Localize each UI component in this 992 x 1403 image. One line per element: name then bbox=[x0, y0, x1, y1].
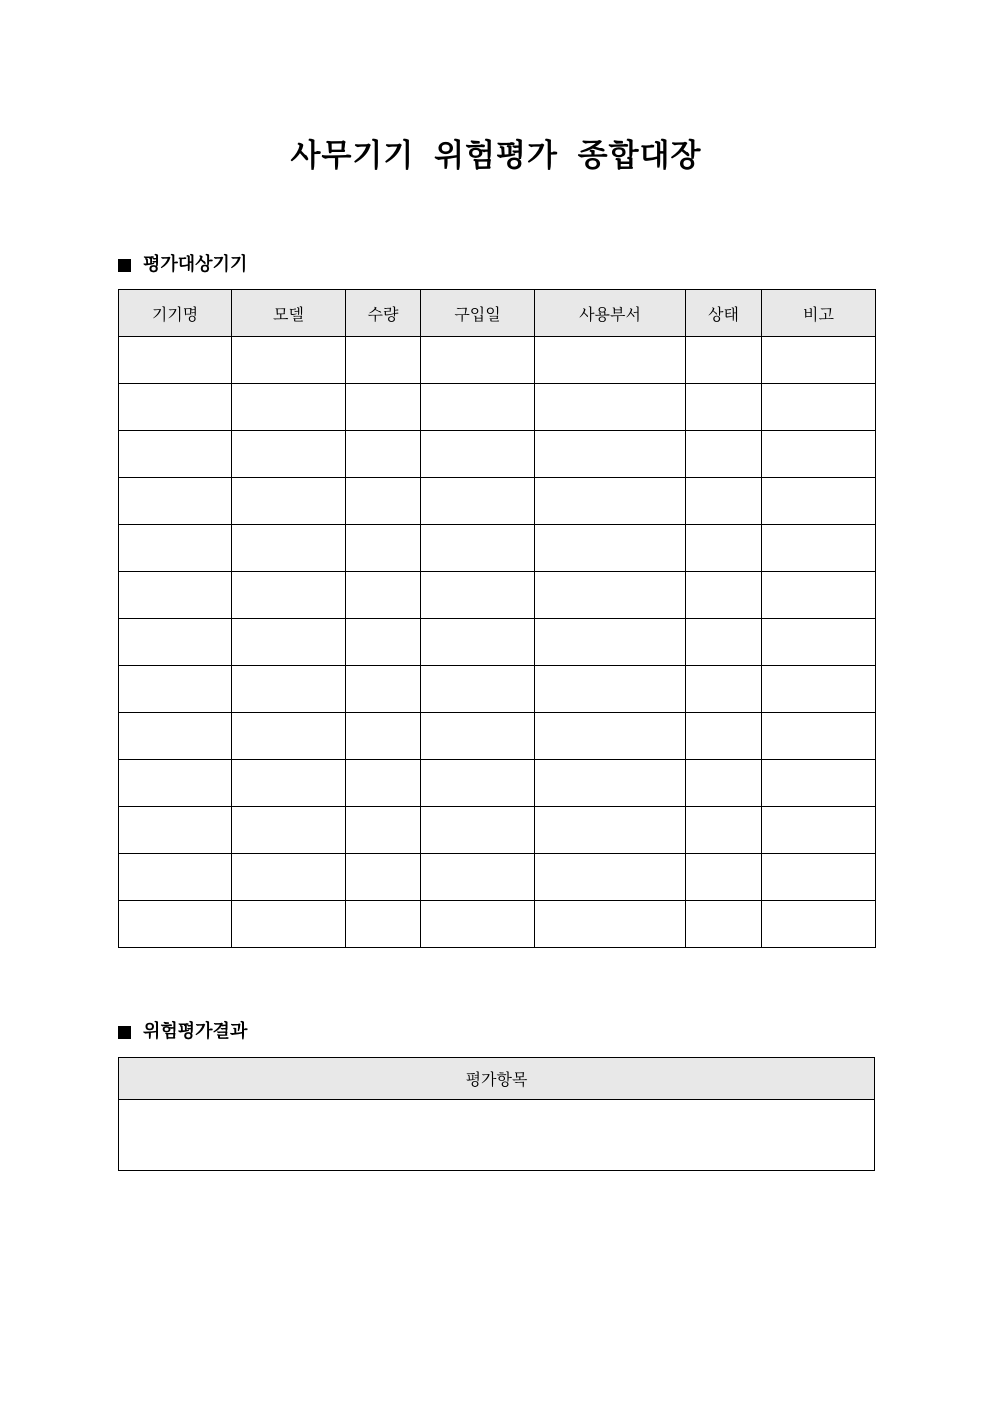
table-cell[interactable] bbox=[119, 854, 232, 901]
table-cell[interactable] bbox=[232, 807, 346, 854]
table-cell[interactable] bbox=[762, 478, 876, 525]
table-cell[interactable] bbox=[346, 384, 421, 431]
column-header-purchase-date: 구입일 bbox=[421, 290, 535, 337]
table-row bbox=[119, 666, 876, 713]
section-heading-devices bbox=[118, 253, 247, 277]
table-row bbox=[119, 760, 876, 807]
table-cell[interactable] bbox=[421, 525, 535, 572]
table-cell[interactable] bbox=[686, 337, 762, 384]
table-cell[interactable] bbox=[421, 478, 535, 525]
table-header-row bbox=[119, 290, 876, 337]
table-cell[interactable] bbox=[346, 431, 421, 478]
table-cell[interactable] bbox=[232, 431, 346, 478]
table-cell[interactable] bbox=[686, 431, 762, 478]
table-row bbox=[119, 478, 876, 525]
table-cell[interactable] bbox=[346, 760, 421, 807]
table-cell[interactable] bbox=[686, 713, 762, 760]
table-cell[interactable] bbox=[535, 666, 686, 713]
table-row bbox=[119, 619, 876, 666]
table-cell[interactable] bbox=[762, 666, 876, 713]
device-table bbox=[118, 289, 876, 948]
table-cell[interactable] bbox=[421, 619, 535, 666]
table-cell[interactable] bbox=[232, 572, 346, 619]
square-bullet-icon bbox=[118, 1026, 131, 1039]
table-cell[interactable] bbox=[421, 807, 535, 854]
table-cell[interactable] bbox=[232, 666, 346, 713]
table-cell[interactable] bbox=[232, 619, 346, 666]
column-header-device-name: 기기명 bbox=[119, 290, 232, 337]
table-cell[interactable] bbox=[119, 478, 232, 525]
table-cell[interactable] bbox=[686, 384, 762, 431]
table-cell[interactable] bbox=[762, 760, 876, 807]
table-cell[interactable] bbox=[119, 384, 232, 431]
table-cell[interactable] bbox=[346, 572, 421, 619]
table-cell[interactable] bbox=[232, 337, 346, 384]
column-header-evaluation-item: 평가항목 bbox=[119, 1058, 875, 1100]
table-cell[interactable] bbox=[119, 572, 232, 619]
table-cell[interactable] bbox=[762, 384, 876, 431]
table-cell[interactable] bbox=[119, 807, 232, 854]
table-cell[interactable] bbox=[535, 901, 686, 948]
table-row bbox=[119, 572, 876, 619]
table-cell[interactable] bbox=[346, 337, 421, 384]
section-heading-label: 평가대상기기 bbox=[143, 254, 248, 275]
table-cell[interactable] bbox=[686, 760, 762, 807]
table-cell[interactable] bbox=[119, 713, 232, 760]
table-cell[interactable] bbox=[346, 619, 421, 666]
table-cell[interactable] bbox=[686, 666, 762, 713]
table-cell[interactable] bbox=[762, 572, 876, 619]
table-row bbox=[119, 384, 876, 431]
table-cell[interactable] bbox=[346, 666, 421, 713]
table-cell[interactable] bbox=[119, 337, 232, 384]
table-cell[interactable] bbox=[346, 525, 421, 572]
table-cell[interactable] bbox=[535, 525, 686, 572]
table-cell[interactable] bbox=[119, 760, 232, 807]
table-cell[interactable] bbox=[421, 666, 535, 713]
table-cell[interactable] bbox=[535, 384, 686, 431]
table-cell[interactable] bbox=[762, 901, 876, 948]
table-cell[interactable] bbox=[119, 619, 232, 666]
table-row bbox=[119, 431, 876, 478]
table-cell[interactable] bbox=[346, 478, 421, 525]
table-cell[interactable] bbox=[232, 478, 346, 525]
table-cell[interactable] bbox=[232, 713, 346, 760]
table-cell[interactable] bbox=[346, 854, 421, 901]
table-cell[interactable] bbox=[686, 478, 762, 525]
table-cell[interactable] bbox=[346, 713, 421, 760]
table-cell[interactable] bbox=[535, 713, 686, 760]
table-cell[interactable] bbox=[346, 807, 421, 854]
table-cell[interactable] bbox=[119, 525, 232, 572]
table-cell[interactable] bbox=[232, 760, 346, 807]
table-cell[interactable] bbox=[421, 901, 535, 948]
table-row bbox=[119, 337, 876, 384]
table-cell[interactable] bbox=[421, 760, 535, 807]
table-cell[interactable] bbox=[421, 384, 535, 431]
table-row bbox=[119, 854, 876, 901]
table-cell[interactable] bbox=[762, 807, 876, 854]
table-cell[interactable] bbox=[421, 572, 535, 619]
table-cell[interactable] bbox=[762, 854, 876, 901]
section-heading-results bbox=[118, 1020, 247, 1044]
table-cell[interactable] bbox=[686, 619, 762, 666]
table-row bbox=[119, 901, 876, 948]
table-cell[interactable] bbox=[535, 807, 686, 854]
table-cell[interactable] bbox=[686, 525, 762, 572]
table-cell[interactable] bbox=[535, 572, 686, 619]
table-cell[interactable] bbox=[421, 337, 535, 384]
table-cell[interactable] bbox=[762, 713, 876, 760]
table-cell[interactable] bbox=[421, 854, 535, 901]
table-cell[interactable] bbox=[535, 619, 686, 666]
table-cell[interactable] bbox=[421, 713, 535, 760]
table-cell[interactable] bbox=[535, 854, 686, 901]
table-cell[interactable] bbox=[119, 431, 232, 478]
column-header-department: 사용부서 bbox=[535, 290, 686, 337]
column-header-remarks: 비고 bbox=[762, 290, 876, 337]
result-table bbox=[118, 1057, 875, 1171]
table-cell[interactable] bbox=[232, 384, 346, 431]
table-cell[interactable] bbox=[762, 337, 876, 384]
section-heading-label: 위험평가결과 bbox=[143, 1021, 248, 1042]
table-row bbox=[119, 1100, 875, 1171]
table-cell[interactable] bbox=[232, 854, 346, 901]
table-cell[interactable] bbox=[686, 807, 762, 854]
table-cell[interactable] bbox=[535, 337, 686, 384]
table-cell[interactable] bbox=[686, 572, 762, 619]
table-cell[interactable] bbox=[762, 525, 876, 572]
table-cell[interactable] bbox=[535, 431, 686, 478]
table-cell[interactable] bbox=[119, 901, 232, 948]
table-cell[interactable] bbox=[762, 619, 876, 666]
table-cell[interactable] bbox=[232, 901, 346, 948]
table-row bbox=[119, 807, 876, 854]
table-cell[interactable] bbox=[535, 760, 686, 807]
table-cell[interactable] bbox=[686, 854, 762, 901]
table-cell[interactable] bbox=[421, 431, 535, 478]
table-row bbox=[119, 525, 876, 572]
table-cell[interactable] bbox=[232, 525, 346, 572]
table-row bbox=[119, 713, 876, 760]
table-cell[interactable] bbox=[535, 478, 686, 525]
square-bullet-icon bbox=[118, 259, 131, 272]
device-table-body bbox=[119, 337, 876, 948]
table-cell[interactable] bbox=[762, 431, 876, 478]
column-header-quantity: 수량 bbox=[346, 290, 421, 337]
table-cell[interactable] bbox=[686, 901, 762, 948]
column-header-model: 모델 bbox=[232, 290, 346, 337]
table-cell[interactable] bbox=[119, 1100, 875, 1171]
page-title: 사무기기 위험평가 종합대장 bbox=[290, 138, 702, 174]
table-cell[interactable] bbox=[119, 666, 232, 713]
table-cell[interactable] bbox=[346, 901, 421, 948]
column-header-status: 상태 bbox=[686, 290, 762, 337]
table-header-row bbox=[119, 1058, 875, 1100]
